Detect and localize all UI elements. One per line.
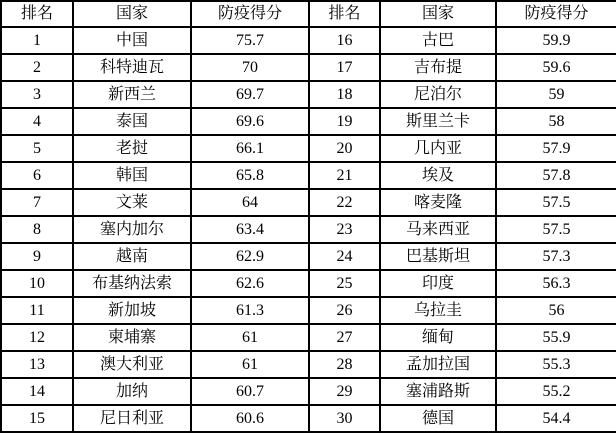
rank-cell: 13 [1, 351, 73, 378]
rank-cell: 22 [309, 189, 380, 216]
score-cell: 64 [191, 189, 309, 216]
country-cell: 古巴 [380, 27, 496, 54]
rank-cell: 21 [309, 162, 380, 189]
rank-cell: 25 [309, 270, 380, 297]
rank-cell: 6 [1, 162, 73, 189]
score-cell: 55.2 [496, 378, 616, 405]
header-country-left: 国家 [73, 1, 191, 27]
rank-cell: 4 [1, 108, 73, 135]
score-cell: 59 [496, 81, 616, 108]
rank-cell: 3 [1, 81, 73, 108]
country-cell: 文莱 [73, 189, 191, 216]
score-cell: 62.6 [191, 270, 309, 297]
score-cell: 58 [496, 108, 616, 135]
table-header [1, 1, 616, 27]
rank-cell: 23 [309, 216, 380, 243]
score-cell: 57.5 [496, 189, 616, 216]
country-cell: 泰国 [73, 108, 191, 135]
score-cell: 75.7 [191, 27, 309, 54]
rank-cell: 18 [309, 81, 380, 108]
country-cell: 乌拉圭 [380, 297, 496, 324]
rank-cell: 19 [309, 108, 380, 135]
score-cell: 57.3 [496, 243, 616, 270]
table-row [1, 270, 616, 297]
score-cell: 57.8 [496, 162, 616, 189]
country-cell: 塞内加尔 [73, 216, 191, 243]
header-rank-left: 排名 [1, 1, 73, 27]
country-cell: 孟加拉国 [380, 351, 496, 378]
table-row [1, 27, 616, 54]
country-cell: 马来西亚 [380, 216, 496, 243]
country-cell: 吉布提 [380, 54, 496, 81]
country-cell: 越南 [73, 243, 191, 270]
rank-cell: 30 [309, 405, 380, 432]
rank-cell: 2 [1, 54, 73, 81]
table-row [1, 324, 616, 351]
header-row [1, 1, 616, 27]
table-row [1, 216, 616, 243]
score-cell: 57.9 [496, 135, 616, 162]
rank-cell: 15 [1, 405, 73, 432]
header-score-left: 防疫得分 [191, 1, 309, 27]
rank-cell: 28 [309, 351, 380, 378]
header-score-right: 防疫得分 [496, 1, 616, 27]
country-cell: 中国 [73, 27, 191, 54]
country-cell: 喀麦隆 [380, 189, 496, 216]
country-cell: 老挝 [73, 135, 191, 162]
score-cell: 57.5 [496, 216, 616, 243]
country-cell: 新加坡 [73, 297, 191, 324]
table-row [1, 81, 616, 108]
rank-cell: 16 [309, 27, 380, 54]
rank-cell: 24 [309, 243, 380, 270]
rank-cell: 9 [1, 243, 73, 270]
score-cell: 56.3 [496, 270, 616, 297]
score-cell: 55.3 [496, 351, 616, 378]
country-cell: 科特迪瓦 [73, 54, 191, 81]
country-cell: 德国 [380, 405, 496, 432]
country-cell: 埃及 [380, 162, 496, 189]
country-cell: 韩国 [73, 162, 191, 189]
score-cell: 60.7 [191, 378, 309, 405]
table-row [1, 243, 616, 270]
rank-cell: 20 [309, 135, 380, 162]
rank-cell: 8 [1, 216, 73, 243]
country-cell: 柬埔寨 [73, 324, 191, 351]
rank-cell: 7 [1, 189, 73, 216]
rank-cell: 10 [1, 270, 73, 297]
country-cell: 斯里兰卡 [380, 108, 496, 135]
rank-cell: 5 [1, 135, 73, 162]
score-cell: 61 [191, 324, 309, 351]
score-cell: 60.6 [191, 405, 309, 432]
rank-cell: 1 [1, 27, 73, 54]
score-cell: 59.6 [496, 54, 616, 81]
country-cell: 加纳 [73, 378, 191, 405]
score-cell: 55.9 [496, 324, 616, 351]
rank-cell: 26 [309, 297, 380, 324]
country-cell: 尼日利亚 [73, 405, 191, 432]
score-cell: 61.3 [191, 297, 309, 324]
score-cell: 61 [191, 351, 309, 378]
score-cell: 56 [496, 297, 616, 324]
table-body [1, 27, 616, 432]
table-row [1, 297, 616, 324]
score-cell: 59.9 [496, 27, 616, 54]
country-cell: 几内亚 [380, 135, 496, 162]
table-row [1, 135, 616, 162]
score-cell: 63.4 [191, 216, 309, 243]
rank-cell: 17 [309, 54, 380, 81]
table-row [1, 405, 616, 432]
score-cell: 69.6 [191, 108, 309, 135]
header-country-right: 国家 [380, 1, 496, 27]
rank-cell: 11 [1, 297, 73, 324]
table-row [1, 108, 616, 135]
country-cell: 印度 [380, 270, 496, 297]
country-cell: 缅甸 [380, 324, 496, 351]
country-cell: 尼泊尔 [380, 81, 496, 108]
rank-cell: 29 [309, 378, 380, 405]
table-row [1, 189, 616, 216]
country-cell: 新西兰 [73, 81, 191, 108]
country-cell: 布基纳法索 [73, 270, 191, 297]
rank-cell: 12 [1, 324, 73, 351]
score-cell: 54.4 [496, 405, 616, 432]
score-cell: 66.1 [191, 135, 309, 162]
header-rank-right: 排名 [309, 1, 380, 27]
table-row [1, 54, 616, 81]
country-cell: 巴基斯坦 [380, 243, 496, 270]
table-row [1, 162, 616, 189]
rank-cell: 14 [1, 378, 73, 405]
country-cell: 澳大利亚 [73, 351, 191, 378]
score-cell: 65.8 [191, 162, 309, 189]
score-cell: 69.7 [191, 81, 309, 108]
country-cell: 塞浦路斯 [380, 378, 496, 405]
score-cell: 62.9 [191, 243, 309, 270]
score-cell: 70 [191, 54, 309, 81]
rank-cell: 27 [309, 324, 380, 351]
table-row [1, 351, 616, 378]
table-row [1, 378, 616, 405]
